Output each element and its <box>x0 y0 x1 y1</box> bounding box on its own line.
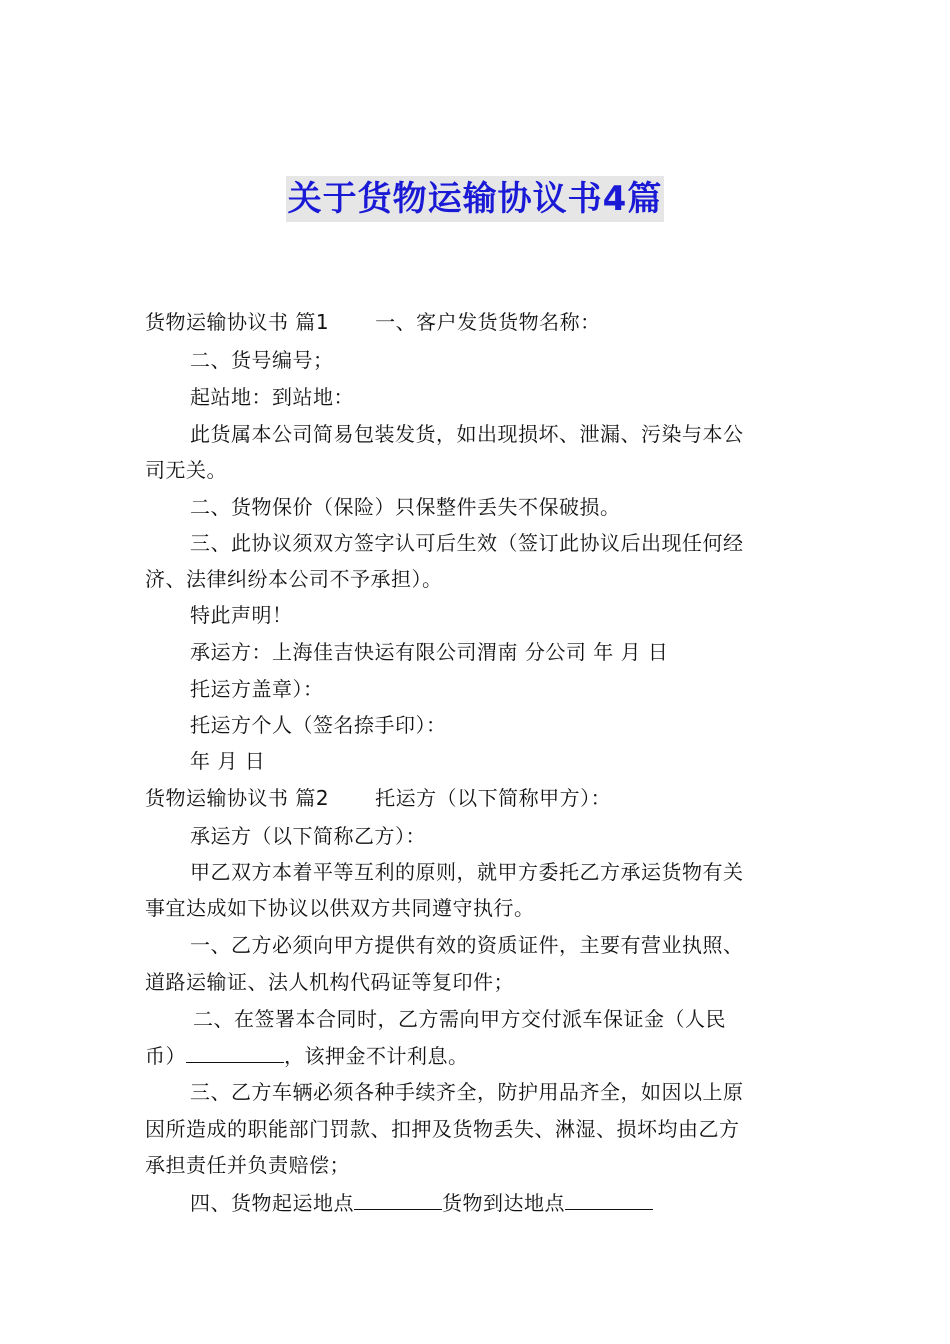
paragraph-line: 事宜达成如下协议以供双方共同遵守执行。 <box>145 896 535 920</box>
clause-text: 一、客户发货货物名称： <box>375 310 601 334</box>
paragraph-line: 年 月 日 <box>190 749 266 773</box>
paragraph-line: 三、此协议须双方签字认可后生效（签订此协议后出现任何经 <box>190 531 744 555</box>
paragraph-line: 特此声明！ <box>190 603 293 627</box>
clause-text: 币） <box>145 1044 186 1068</box>
paragraph-line: 托运方个人（签名捺手印）： <box>190 713 447 737</box>
fill-in-blank <box>354 1189 442 1210</box>
fill-in-blank <box>565 1189 653 1210</box>
paragraph-line: 起站地：到站地： <box>190 385 354 409</box>
paragraph-line: 济、法律纠纷本公司不予承担）。 <box>145 567 443 591</box>
paragraph-line: 道路运输证、法人机构代码证等复印件； <box>145 970 514 994</box>
paragraph-line: 甲乙双方本着平等互利的原则，就甲方委托乙方承运货物有关 <box>190 860 744 884</box>
paragraph-line: 承运方：上海佳吉快运有限公司渭南 分公司 年 月 日 <box>190 640 669 664</box>
document-title: 关于货物运输协议书4篇 <box>286 176 665 222</box>
paragraph-line: 二、在签署本合同时，乙方需向甲方交付派车保证金（人民 <box>193 1007 726 1031</box>
paragraph-line: 托运方盖章）： <box>190 677 324 701</box>
paragraph-line: 承担责任并负责赔偿； <box>145 1153 350 1177</box>
fill-in-blank <box>186 1042 284 1063</box>
paragraph-line <box>145 309 810 335</box>
clause-text: 货物到达地点 <box>442 1191 565 1215</box>
section-heading: 货物运输协议书 篇2 <box>145 786 330 810</box>
paragraph-line <box>190 1189 810 1216</box>
paragraph-line <box>145 1042 810 1069</box>
clause-text: 四、货物起运地点 <box>190 1191 354 1215</box>
paragraph-line: 此货属本公司简易包装发货，如出现损坏、泄漏、污染与本公 <box>190 422 744 446</box>
paragraph-line: 二、货物保价（保险）只保整件丢失不保破损。 <box>190 495 621 519</box>
clause-text: ，该押金不计利息。 <box>284 1044 469 1068</box>
paragraph-line: 因所造成的职能部门罚款、扣押及货物丢失、淋湿、损坏均由乙方 <box>145 1117 740 1141</box>
paragraph-line: 二、货号编号； <box>190 348 334 372</box>
clause-text: 托运方（以下简称甲方）： <box>375 786 612 810</box>
paragraph-line: 一、乙方必须向甲方提供有效的资质证件，主要有营业执照、 <box>190 933 744 957</box>
section-heading: 货物运输协议书 篇1 <box>145 310 330 334</box>
paragraph-line: 承运方（以下简称乙方）： <box>190 824 426 848</box>
paragraph-line: 三、乙方车辆必须各种手续齐全，防护用品齐全，如因以上原 <box>190 1080 744 1104</box>
document-title-wrap <box>0 176 950 222</box>
paragraph-line: 司无关。 <box>145 458 227 482</box>
paragraph-line <box>145 785 810 811</box>
